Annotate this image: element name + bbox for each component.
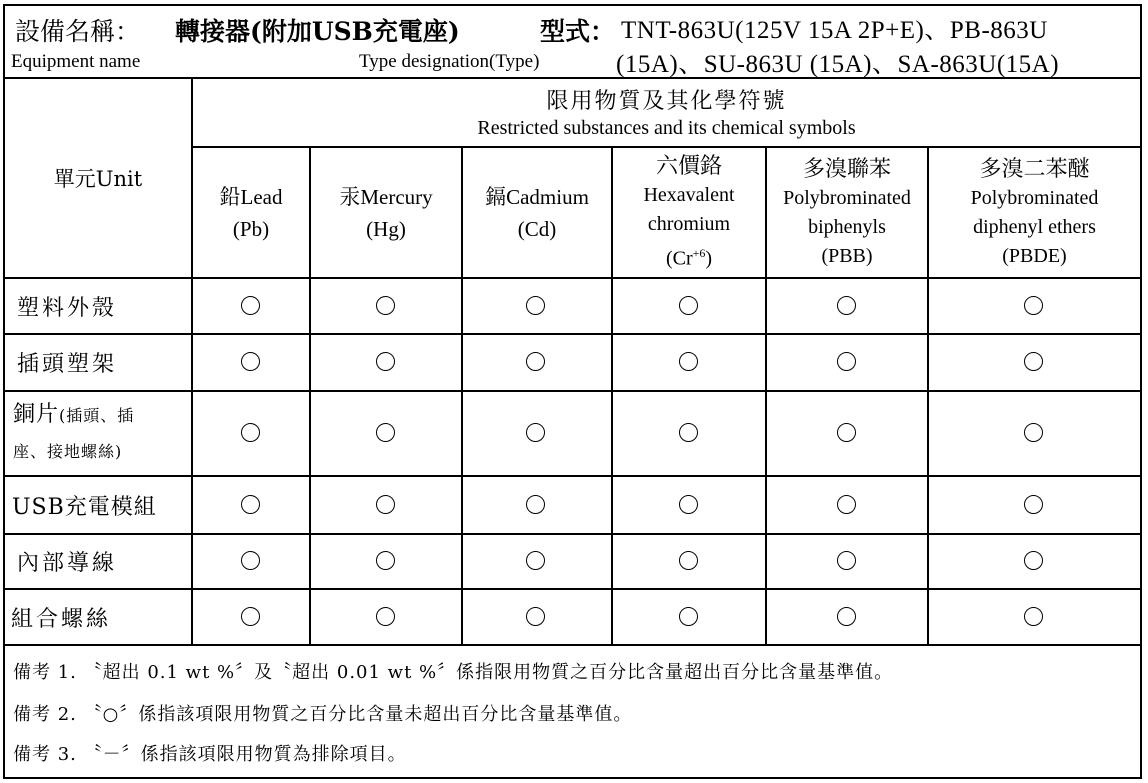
compliance-mark: [376, 551, 395, 570]
compliance-mark: [241, 352, 260, 371]
compliance-mark: [1024, 551, 1043, 570]
restricted-substances-zh: 限用物質及其化學符號: [546, 88, 787, 114]
lead-en: Lead: [240, 184, 283, 209]
pbde-symbol: (PBDE): [1002, 244, 1067, 267]
column-header-mercury: [311, 148, 461, 277]
type-label: 型式：: [540, 17, 616, 46]
lead-zh: 鉛: [219, 184, 241, 209]
type-designation-en: Type designation(Type): [359, 51, 540, 72]
pbde-en-2: diphenyl ethers: [973, 215, 1096, 238]
compliance-mark: [241, 551, 260, 570]
compliance-mark: [837, 551, 856, 570]
row-label-copper-strips: [5, 392, 191, 475]
compliance-mark: [526, 551, 545, 570]
compliance-mark: [679, 296, 698, 315]
compliance-mark: [376, 352, 395, 371]
remark-1: 備考 1. 〝超出 0.1 wt %〞及〝超出 0.01 wt %〞係指限用物質之百分比含量超出百分比含量基準值。: [13, 662, 894, 683]
type-value-line2: (15A)、SU-863U (15A)、SA-863U(15A): [616, 51, 1060, 78]
compliance-mark: [1024, 296, 1043, 315]
equipment-name-en: Equipment name: [11, 51, 141, 72]
equipment-header: [5, 6, 1140, 79]
copper-strip-note-a: (插頭、插: [59, 406, 135, 425]
compliance-mark: [837, 352, 856, 371]
chromium-en-2: chromium: [647, 212, 731, 235]
compliance-mark: [837, 495, 856, 514]
equipment-name-value: 轉接器(附加USB充電座): [175, 17, 460, 46]
compliance-mark: [526, 423, 545, 442]
row-label-screws: 組合螺絲: [11, 606, 112, 632]
compliance-mark: [1024, 607, 1043, 626]
pbde-zh: 多溴二苯醚: [979, 156, 1090, 182]
compliance-mark: [679, 495, 698, 514]
row-label-internal-wire: 內部導線: [17, 551, 118, 576]
column-header-lead: [193, 148, 309, 277]
rohs-declaration-sheet: [3, 4, 1142, 779]
chromium-zh: 六價鉻: [655, 153, 722, 179]
type-value-line1: TNT-863U(125V 15A 2P+E)、PB-863U: [621, 17, 1048, 44]
mercury-symbol: (Hg): [366, 216, 406, 241]
chromium-symbol: $(Cr^{+6})$: [665, 245, 713, 270]
mercury-en: Mercury: [360, 184, 433, 209]
compliance-mark: [376, 423, 395, 442]
column-header-pbb: [767, 148, 927, 277]
lead-symbol: (Pb): [232, 216, 270, 241]
remark-3: 備考 3. 〝－〞係指該項限用物質為排除項目。: [13, 744, 407, 765]
compliance-mark: [1024, 352, 1043, 371]
cadmium-zh: 鎘: [485, 184, 507, 209]
compliance-mark: [679, 352, 698, 371]
pbb-symbol: (PBB): [821, 244, 873, 267]
column-header-hexavalent-chromium: [613, 148, 765, 277]
pbb-en-1: Polybrominated: [783, 186, 911, 209]
compliance-mark: [241, 607, 260, 626]
compliance-mark: [679, 423, 698, 442]
compliance-mark: [526, 352, 545, 371]
column-header-pbde: [929, 148, 1140, 277]
copper-strip-main: 銅片: [13, 402, 60, 427]
compliance-mark: [376, 607, 395, 626]
compliance-mark: [1024, 495, 1043, 514]
chromium-en-1: Hexavalent: [643, 183, 735, 206]
pbb-en-2: biphenyls: [808, 215, 886, 238]
compliance-mark: [526, 495, 545, 514]
compliance-mark: [376, 495, 395, 514]
remark-2: 備考 2. 〝○〞係指該項限用物質之百分比含量未超出百分比含量基準值。: [13, 704, 633, 725]
pbde-en-1: Polybrominated: [970, 186, 1099, 209]
restricted-substances-en: Restricted substances and its chemical symbols: [477, 116, 856, 139]
row-label-plastic-housing: 塑料外殼: [17, 295, 118, 321]
mercury-zh: 汞: [339, 184, 361, 209]
compliance-mark: [526, 296, 545, 315]
compliance-mark: [241, 495, 260, 514]
compliance-mark: [241, 296, 260, 315]
cadmium-en: Cadmium: [506, 184, 589, 209]
compliance-mark: [526, 607, 545, 626]
compliance-mark: [241, 423, 260, 442]
compliance-mark: [837, 296, 856, 315]
restricted-substances-title: [193, 77, 1140, 146]
compliance-mark: [376, 296, 395, 315]
copper-strip-note-b: 座、接地螺絲): [13, 442, 123, 461]
equipment-name-label: 設備名稱：: [15, 17, 141, 46]
unit-column-header: 單元Unit: [53, 167, 143, 191]
cadmium-symbol: (Cd): [517, 216, 557, 241]
compliance-mark: [679, 551, 698, 570]
row-label-usb-module: USB充電模組: [12, 494, 157, 520]
substance-table: [5, 77, 1140, 646]
pbb-zh: 多溴聯苯: [802, 156, 891, 182]
compliance-mark: [837, 607, 856, 626]
compliance-mark: [1024, 423, 1043, 442]
compliance-mark: [679, 607, 698, 626]
compliance-mark: [837, 423, 856, 442]
column-header-cadmium: [463, 148, 611, 277]
row-label-plug-holder: 插頭塑架: [17, 352, 118, 377]
